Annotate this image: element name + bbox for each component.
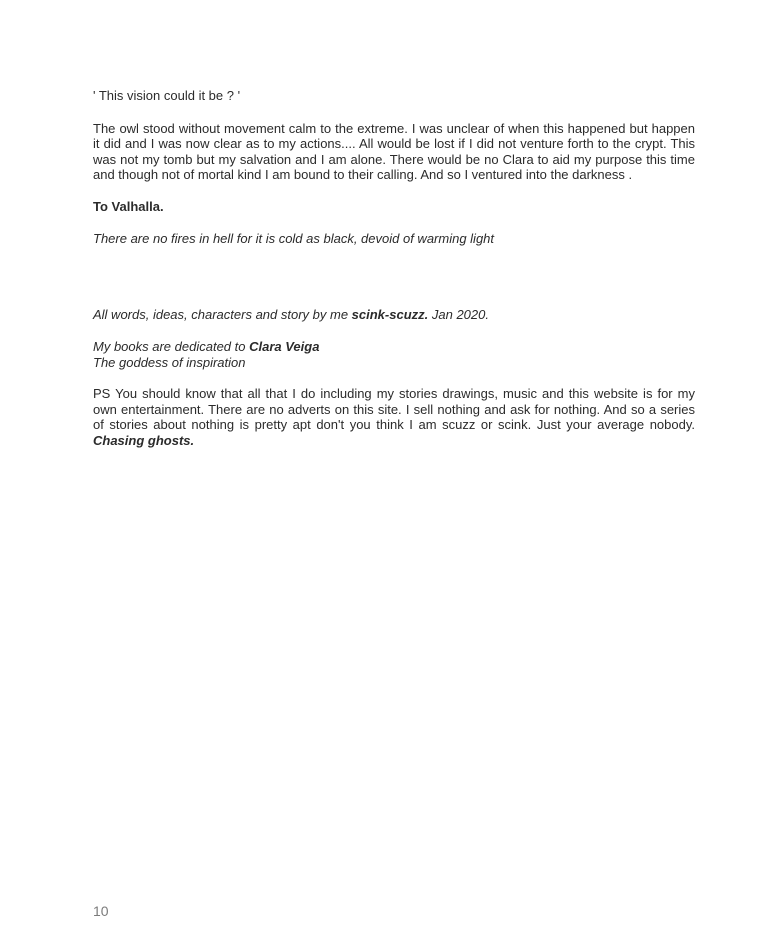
author-name: scink-scuzz. [351,306,429,322]
ps-emphasis: Chasing ghosts. [93,432,195,448]
credits-line [93,307,695,323]
credits-date: Jan 2020. [428,306,489,322]
valhalla-heading: To Valhalla. [93,198,164,214]
page-number: 10 [93,903,109,919]
document-content [93,88,695,448]
dedication-subtitle: The goddess of inspiration [93,354,246,370]
dedicatee-name: Clara Veiga [249,339,320,354]
dedication-prefix: My books are dedicated to [93,339,250,354]
quote-line: ' This vision could it be ? ' [93,88,241,103]
story-paragraph: The owl stood without movement calm to the extreme. I was unclear of when this happened but happen it did and I was now clear as to my actions.... All would be lost if I did not venture forth to the crypt. This was not my tomb but my salvation and I am alone. There would be no Clara to aid my purpose this time and though not of mortal kind I am bound to their calling. And so I ventured into the darkness . [93,120,695,182]
credits-prefix: All words, ideas, characters and story by me [93,306,352,322]
ps-paragraph [93,386,695,448]
ps-body: PS You should know that all that I do including my stories drawings, music and this website is for my own entertainment. There are no adverts on this site. I sell nothing and ask for nothing. And so a series of stories about nothing is pretty apt don't you think I am scuzz or scink. Just your average nobody. [93,386,695,432]
dedication-block [93,339,695,370]
hell-quote: There are no fires in hell for it is cold as black, devoid of warming light [93,231,495,246]
